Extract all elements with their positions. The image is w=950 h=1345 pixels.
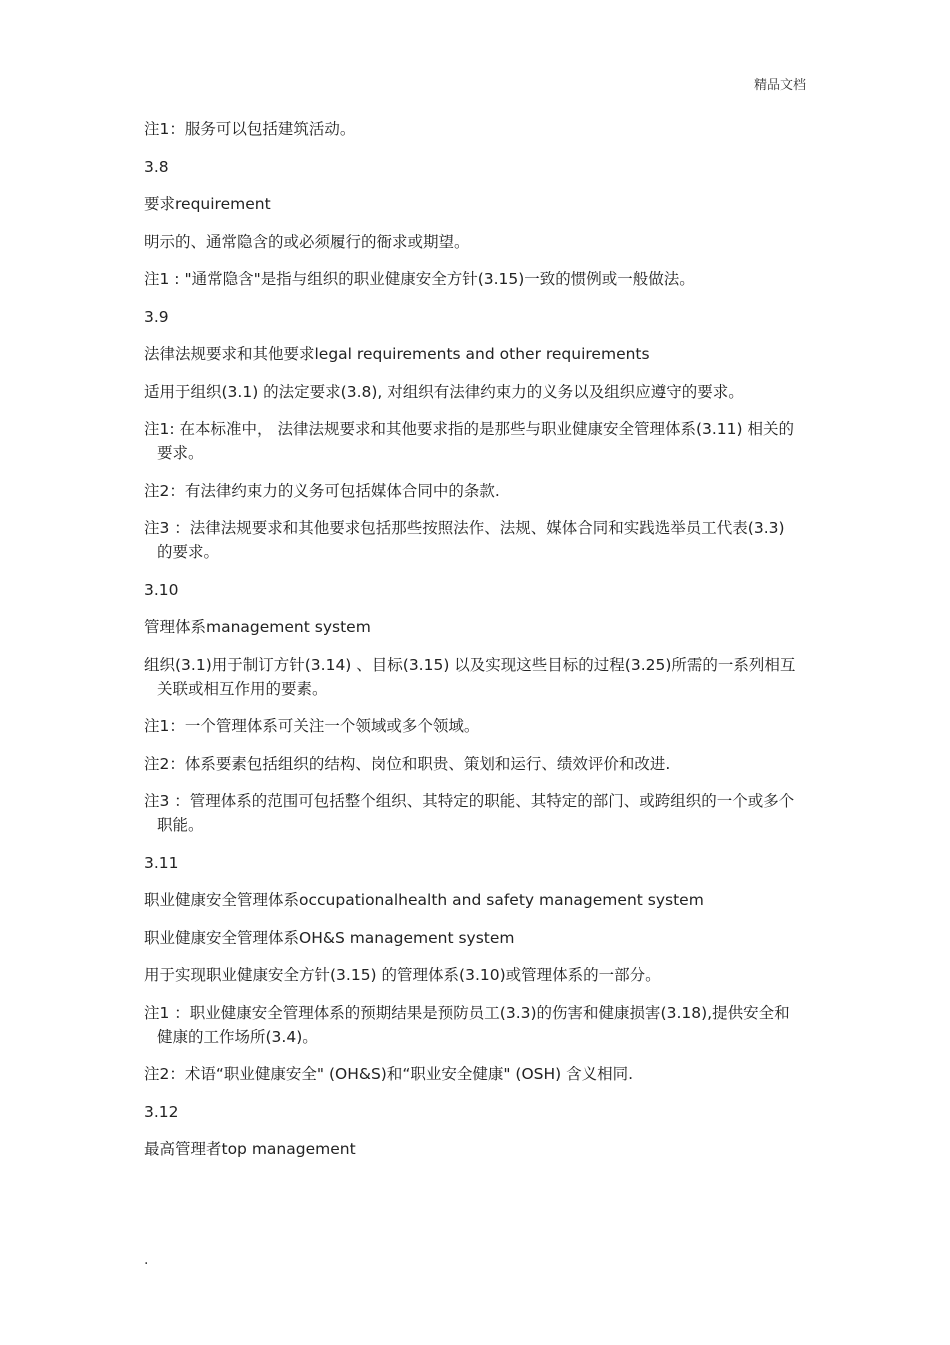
paragraph: 注1：服务可以包括建筑活动。 <box>144 120 356 138</box>
note: 注1：一个管理体系可关注一个领域或多个领域。 <box>144 717 480 735</box>
note: 注1 : "通常隐含"是指与组织的职业健康安全方针(3.15)一致的惯例或一般做法。 <box>144 270 695 288</box>
note: 注3 ：法律法规要求和其他要求包括那些按照法作、法规、媒体合同和实践选举员工代表(3.3) 的要求。 <box>144 519 785 561</box>
definition: 适用于组织(3.1) 的法定要求(3.8), 对组织有法律约束力的义务以及组织应遵守的要求。 <box>144 382 744 401</box>
clause-number: 3.11 <box>144 853 179 872</box>
term-heading: 法律法规要求和其他要求legal requirements and other requirements <box>144 345 650 363</box>
document-body <box>144 117 799 1175</box>
note: 注3 ：管理体系的范围可包括整个组织、其特定的职能、其特定的部门、或跨组织的一个或多个职能。 <box>144 792 795 834</box>
page-header: 精品文档 <box>753 78 806 93</box>
clause-number: 3.8 <box>144 157 169 176</box>
term-heading: 职业健康安全管理体系occupationalhealth and safety management system <box>144 891 704 909</box>
definition: 明示的、通常隐含的或必须履行的衙求或期望。 <box>144 232 470 251</box>
page-footer-mark: . <box>144 1252 149 1268</box>
clause-number: 3.12 <box>144 1102 179 1121</box>
term-heading: 管理体系management system <box>144 618 371 636</box>
note: 注2：体系要素包括组织的结构、岗位和职贵、策划和运行、绩效评价和改进. <box>144 754 671 773</box>
term-heading: 最高管理者top management <box>144 1140 356 1158</box>
note: 注1 ：职业健康安全管理体系的预期结果是预防员工(3.3)的伤害和健康损害(3.18),提供安全和健康的工作场所(3.4)。 <box>144 1003 790 1046</box>
note: 注2：有法律约束力的义务可包括媒体合同中的条款. <box>144 481 500 500</box>
note: 注1: 在本标准中， 法律法规要求和其他要求指的是那些与职业健康安全管理体系(3.11) 相关的要求。 <box>144 420 794 462</box>
clause-number: 3.9 <box>144 307 169 326</box>
definition: 用于实现职业健康安全方针(3.15) 的管理体系(3.10)或管理体系的一部分。 <box>144 966 661 984</box>
term-heading-alt: 职业健康安全管理体系OH&S management system <box>144 928 515 947</box>
definition: 组织(3.1)用于制订方针(3.14) 、目标(3.15) 以及实现这些目标的过程(3.25)所需的一系列相互关联或相互作用的要素。 <box>144 655 796 698</box>
note: 注2：术语“职业健康安全" (OH&S)和“职业安全健康" (OSH) 含义相同. <box>144 1065 634 1083</box>
term-heading: 要求requirement <box>144 195 271 213</box>
clause-number: 3.10 <box>144 580 179 599</box>
